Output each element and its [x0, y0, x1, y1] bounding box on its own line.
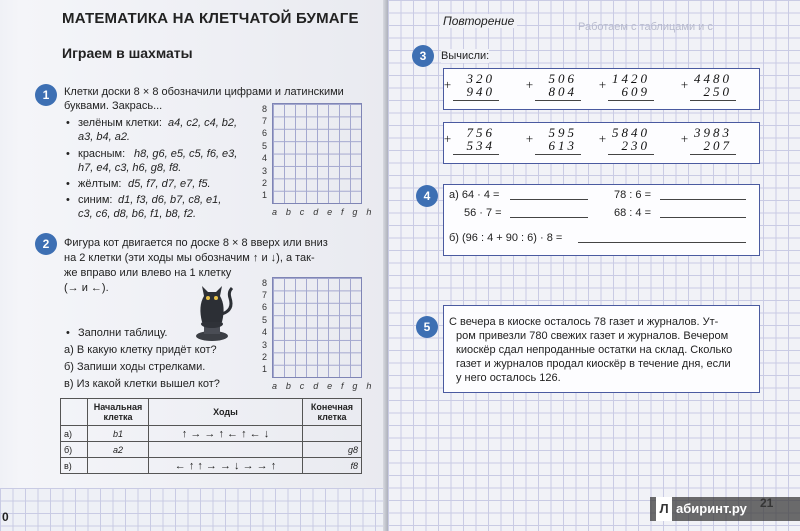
answer-line[interactable]	[660, 199, 746, 200]
task-number-2: 2	[35, 233, 57, 255]
addend-top: 1420	[612, 71, 650, 86]
task4-a3: 78 : 6 =	[614, 189, 652, 201]
task2-text-line2: на 2 клетки (эти ходы мы обозначим ↑ и ↓), а так-	[64, 252, 315, 264]
sum-answer-line[interactable]	[690, 100, 736, 101]
addend-top: 756	[466, 125, 495, 140]
blue-bullet: •	[66, 194, 70, 206]
task5-line4: газет и журналов продал киоскёр в течение дня, если	[456, 358, 731, 370]
sum-answer-line[interactable]	[535, 154, 581, 155]
task2-text-line1: Фигура кот двигается по доске 8 × 8 вверх или вниз	[64, 237, 328, 249]
green-label: зелёным клетки:	[78, 117, 162, 129]
answer-line[interactable]	[578, 242, 746, 243]
watermark-logo-icon: Л	[656, 497, 672, 521]
task-number-5: 5	[416, 316, 438, 338]
answer-line[interactable]	[510, 199, 588, 200]
green-cells-1: a4, c2, c4, b2,	[168, 117, 238, 129]
task2-question-b: б) Запиши ходы стрелками.	[64, 361, 206, 373]
section-title: Играем в шахматы	[62, 45, 193, 61]
answer-line[interactable]	[660, 217, 746, 218]
table-header	[61, 399, 88, 426]
task2-text-line4: (→ и ←).	[64, 282, 109, 294]
table-cell-input[interactable]	[303, 426, 362, 442]
table-cell: а)	[61, 426, 88, 442]
task-number-1: 1	[35, 84, 57, 106]
table-header: Конечная клетка	[303, 399, 362, 426]
table-cell: ← ↑ ↑ → → ↓ → → ↑	[149, 458, 303, 474]
yellow-label: жёлтым:	[78, 178, 122, 190]
watermark-badge	[650, 497, 800, 521]
table-row	[61, 442, 362, 458]
task4-b: б) (96 : 4 + 90 : 6) · 8 =	[449, 232, 563, 244]
plus-sign: +	[598, 77, 607, 92]
task-number-4: 4	[416, 185, 438, 207]
addend-bottom: 230	[621, 138, 650, 153]
task2-question-a: а) В какую клетку придёт кот?	[64, 344, 217, 356]
right-page	[388, 0, 800, 531]
table-header: Ходы	[149, 399, 303, 426]
addend-bottom: 804	[548, 84, 577, 99]
table-cell: g8	[303, 442, 362, 458]
addend-top: 5840	[612, 125, 650, 140]
cat-chess-piece-icon	[188, 280, 236, 342]
task3-label: Вычисли:	[441, 50, 490, 62]
sum-answer-line[interactable]	[690, 154, 736, 155]
fill-bullet: •	[66, 327, 70, 339]
red-cells-2: h7, e4, c3, h6, g8, f8.	[78, 162, 182, 174]
table-cell-input[interactable]	[149, 442, 303, 458]
table-cell: a2	[88, 442, 149, 458]
red-label: красным:	[78, 148, 126, 160]
blue-cells-2: c3, c6, d8, b6, f1, b8, f2.	[78, 208, 197, 220]
task-number-3: 3	[412, 45, 434, 67]
task2-fill-instruction: Заполни таблицу.	[78, 327, 168, 339]
addend-bottom: 207	[703, 138, 732, 153]
addend-top: 4480	[694, 71, 732, 86]
task2-question-c: в) Из какой клетки вышел кот?	[64, 378, 220, 390]
section-header-faded: Работаем с таблицами и с	[578, 21, 713, 33]
red-cells-1: h8, g6, e5, c5, f6, e3,	[134, 148, 238, 160]
page-title: МАТЕМАТИКА НА КЛЕТЧАТОЙ БУМАГЕ	[62, 10, 359, 27]
task4-a1: а) 64 · 4 =	[449, 189, 500, 201]
green-cells-2: a3, b4, a2.	[78, 131, 130, 143]
plus-sign: +	[443, 131, 452, 146]
sum-answer-line[interactable]	[535, 100, 581, 101]
plus-sign: +	[680, 77, 689, 92]
task5-line5: у него осталось 126.	[456, 372, 561, 384]
table-cell: b1	[88, 426, 149, 442]
task1-text-line1: Клетки доски 8 × 8 обозначили цифрами и латинскими	[64, 86, 344, 98]
red-bullet: •	[66, 148, 70, 160]
sum-answer-line[interactable]	[453, 154, 499, 155]
sum-answer-line[interactable]	[608, 100, 654, 101]
task5-line3: киоскёр сдал непроданные остатки на склад. Сколько	[456, 344, 733, 356]
watermark-text: абиринт.ру	[676, 501, 747, 516]
sum-answer-line[interactable]	[608, 154, 654, 155]
addend-bottom: 609	[621, 84, 650, 99]
task5-line2: ром привезли 780 свежих газет и журналов. Вечером	[456, 330, 729, 342]
left-page-grid	[0, 488, 388, 531]
plus-sign: +	[680, 131, 689, 146]
yellow-cells: d5, f7, d7, e7, f5.	[128, 178, 211, 190]
task4-a4: 68 : 4 =	[614, 207, 652, 219]
plus-sign: +	[525, 77, 534, 92]
left-page: МАТЕМАТИКА НА КЛЕТЧАТОЙ БУМАГЕ Играем в шахматы 1 Клетки доски 8 × 8 обозначили цифрами и латинскими буквами. Закрась... • зелёным клетки: a4, c2, c4, b2, a3, b4, a2. • красным: h8, g6, e5, c5, f6, e3, h7, e4, c3, h6, g8, f8. • жёлтым: d5, f7, d7, e7, f5. • синим: d1, f3, d6, b7, c8, e1, c3, c6, d8, b6, f1, b8, f2. 8 7 6 5 4 3 2 1 a b c d e f g h 2 Фигура кот двигается по доске 8 × 8 вверх или вниз на 2 клетки (эти ходы мы обозначим ↑ и ↓), а так- же вправо или влево на 1 клетку (→ и ←). • Заполни таблицу. а) В какую клетку придёт кот? б) Запиши ходы стрелками. в) Из какой клетки вышел кот? 8 7 6 5 4 3 2 1 a b c d e f g h Начальная клетка Ходы Конечная клетка а) b1 ↑ → → ↑ ← ↑ ← ↓ б) a2 g8 в) ← ↑ ↑ → → ↓ → → ↑ f8 0	[0, 0, 388, 531]
chess-board-2[interactable]	[272, 277, 362, 378]
table-cell-input[interactable]	[88, 458, 149, 474]
plus-sign: +	[598, 131, 607, 146]
addend-bottom: 534	[466, 138, 495, 153]
blue-label: синим:	[78, 194, 113, 206]
answer-line[interactable]	[510, 217, 588, 218]
table-header-row	[61, 399, 362, 426]
addend-bottom: 940	[466, 84, 495, 99]
table-cell: б)	[61, 442, 88, 458]
chess-board-2-files: a b c d e f g h	[272, 381, 375, 391]
addend-top: 3983	[694, 125, 732, 140]
task4-a2: 56 · 7 =	[464, 207, 502, 219]
yellow-bullet: •	[66, 178, 70, 190]
table-cell: f8	[303, 458, 362, 474]
chess-board-1[interactable]	[272, 103, 362, 204]
addend-top: 320	[466, 71, 495, 86]
green-bullet: •	[66, 117, 70, 129]
task2-text-line3: же вправо или влево на 1 клетку	[64, 267, 232, 279]
plus-sign: +	[525, 131, 534, 146]
sum-answer-line[interactable]	[453, 100, 499, 101]
moves-table	[60, 398, 362, 474]
addend-bottom: 613	[548, 138, 577, 153]
addend-bottom: 250	[703, 84, 732, 99]
task5-line1: С вечера в киоске осталось 78 газет и журналов. Ут-	[449, 316, 719, 328]
table-row	[61, 458, 362, 474]
table-row	[61, 426, 362, 442]
section-header: Повторение	[440, 14, 517, 28]
table-cell: ↑ → → ↑ ← ↑ ← ↓	[149, 426, 303, 442]
task1-text-line2: буквами. Закрась...	[64, 100, 163, 112]
plus-sign: +	[443, 77, 452, 92]
addend-top: 595	[548, 125, 577, 140]
table-cell: в)	[61, 458, 88, 474]
left-page-number: 0	[2, 510, 9, 524]
chess-board-1-files: a b c d e f g h	[272, 207, 375, 217]
table-header: Начальная клетка	[88, 399, 149, 426]
blue-cells-1: d1, f3, d6, b7, c8, e1,	[118, 194, 222, 206]
addend-top: 506	[548, 71, 577, 86]
